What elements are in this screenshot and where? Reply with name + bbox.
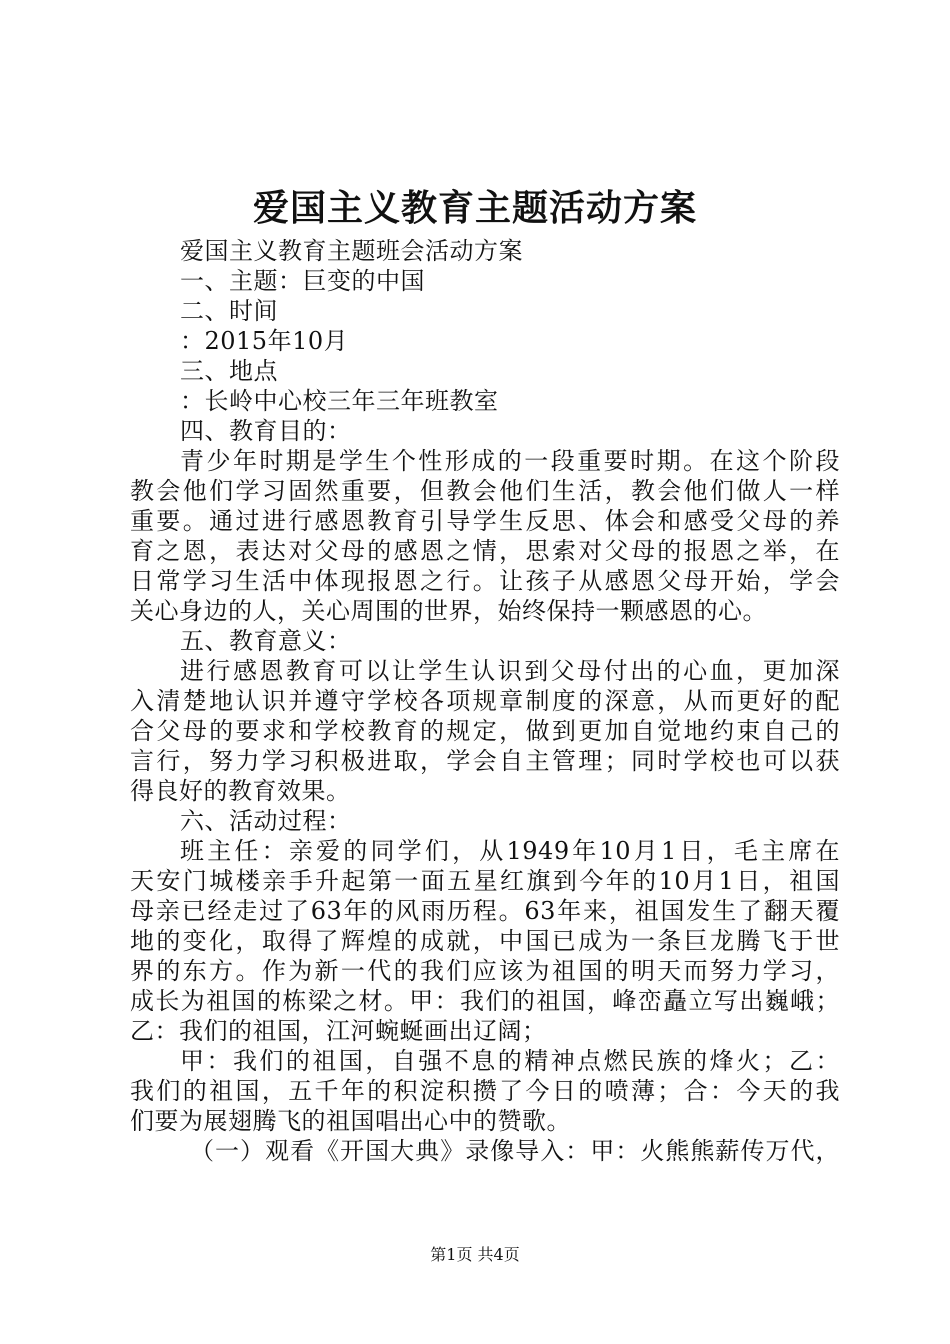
text-line: 五、教育意义： bbox=[180, 627, 352, 655]
text-line: ：2015年10月 bbox=[180, 327, 349, 355]
text-line: 四、教育目的： bbox=[180, 417, 352, 445]
text-line: 班主任：亲爱的同学们，从1949年10月1日，毛主席在 bbox=[180, 837, 840, 865]
text-line: 进行感恩教育可以让学生认识到父母付出的心血，更加深 bbox=[180, 657, 840, 685]
text-line: 三、地点 bbox=[180, 357, 278, 385]
text-line: 青少年时期是学生个性形成的一段重要时期。在这个阶段 bbox=[180, 447, 840, 475]
text-line: 甲：我们的祖国，自强不息的精神点燃民族的烽火；乙： bbox=[180, 1047, 840, 1075]
text-line: 我们的祖国，五千年的积淀积攒了今日的喷薄；合：今天的我 bbox=[130, 1077, 840, 1105]
text-line: 关心身边的人，关心周围的世界，始终保持一颗感恩的心。 bbox=[130, 597, 767, 625]
text-line: 成长为祖国的栋梁之材。甲：我们的祖国，峰峦矗立写出巍峨； bbox=[130, 987, 840, 1015]
text-line: 合父母的要求和学校教育的规定，做到更加自觉地约束自己的 bbox=[130, 717, 840, 745]
document-body bbox=[130, 236, 840, 1166]
text-line: 们要为展翅腾飞的祖国唱出心中的赞歌。 bbox=[130, 1107, 571, 1135]
text-line: 育之恩，表达对父母的感恩之情，思索对父母的报恩之举，在 bbox=[130, 537, 840, 565]
text-line: 日常学习生活中体现报恩之行。让孩子从感恩父母开始，学会 bbox=[130, 567, 840, 595]
text-line: 天安门城楼亲手升起第一面五星红旗到今年的10月1日，祖国 bbox=[130, 867, 840, 895]
text-line: 入清楚地认识并遵守学校各项规章制度的深意，从而更好的配 bbox=[130, 687, 840, 715]
text-line: 爱国主义教育主题班会活动方案 bbox=[180, 237, 523, 265]
text-line: 重要。通过进行感恩教育引导学生反思、体会和感受父母的养 bbox=[130, 507, 840, 535]
text-line: 界的东方。作为新一代的我们应该为祖国的明天而努力学习， bbox=[130, 957, 840, 985]
text-line: ：长岭中心校三年三年班教室 bbox=[180, 387, 499, 415]
text-line: 六、活动过程： bbox=[180, 807, 352, 835]
document-title: 爱国主义教育主题活动方案 bbox=[252, 187, 697, 229]
text-line: 一、主题：巨变的中国 bbox=[180, 267, 425, 295]
page-footer: 第1页 共4页 bbox=[430, 1245, 520, 1264]
text-line: 教会他们学习固然重要，但教会他们生活，教会他们做人一样 bbox=[130, 477, 840, 505]
text-line: 二、时间 bbox=[180, 297, 278, 325]
text-line: 乙：我们的祖国，江河蜿蜒画出辽阔； bbox=[130, 1017, 547, 1045]
text-line: （一）观看《开国大典》录像导入：甲：火熊熊薪传万代， bbox=[190, 1137, 840, 1165]
text-line: 得良好的教育效果。 bbox=[130, 777, 351, 805]
text-line: 母亲已经走过了63年的风雨历程。63年来，祖国发生了翻天覆 bbox=[130, 897, 840, 925]
text-line: 地的变化，取得了辉煌的成就，中国已成为一条巨龙腾飞于世 bbox=[130, 927, 840, 955]
text-line: 言行，努力学习积极进取，学会自主管理；同时学校也可以获 bbox=[130, 747, 840, 775]
